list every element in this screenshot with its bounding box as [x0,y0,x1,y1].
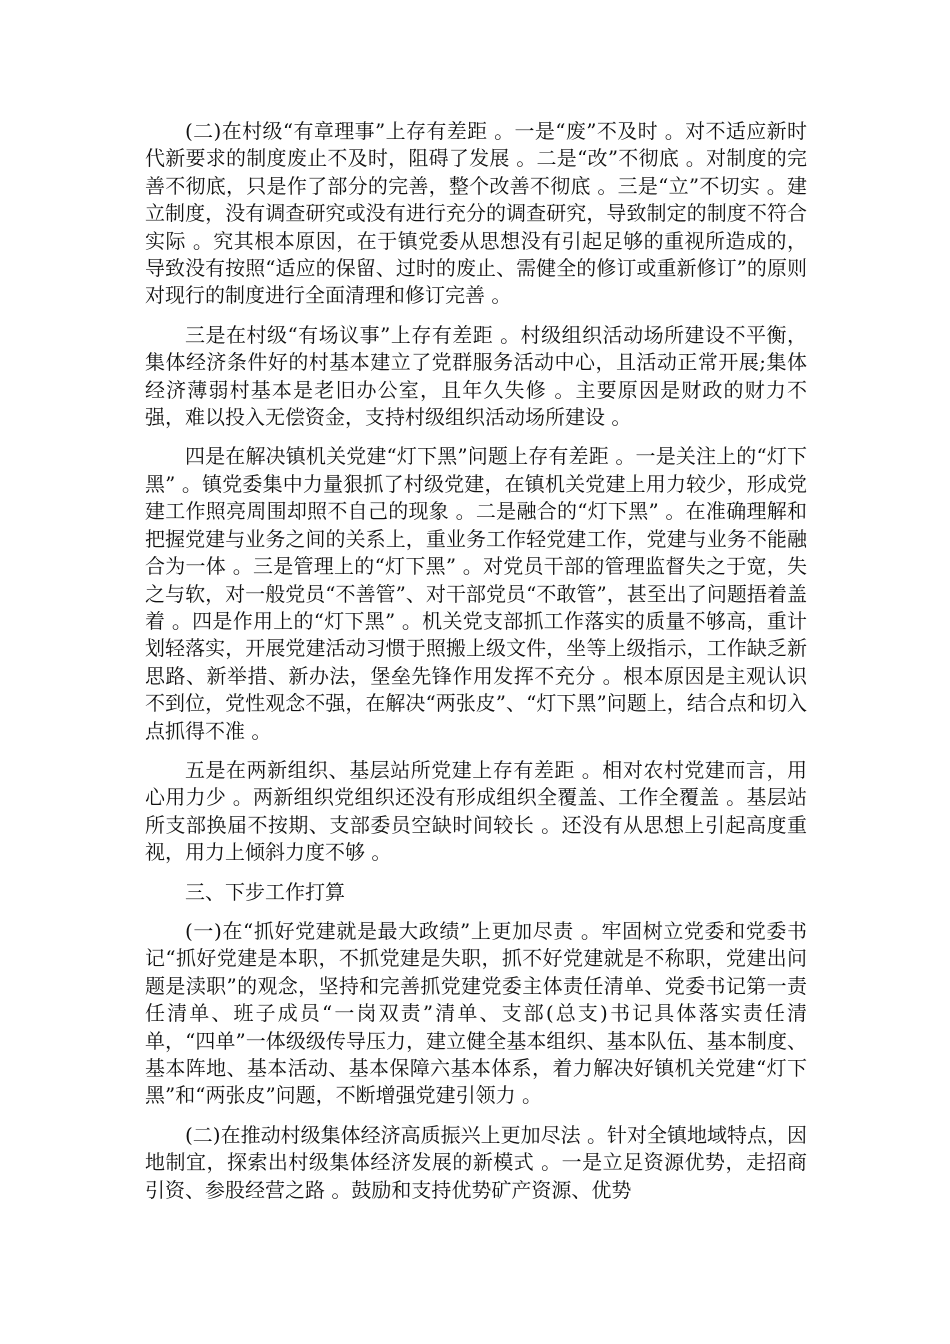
document-page [145,118,807,1216]
paragraph-party-building-blind-spot: 四是在解决镇机关党建“灯下黑”问题上存有差距 。一是关注上的“灯下黑” 。镇党委集中力量狠抓了村级党建，在镇机关党建上用力较少，形成党建工作照亮周围却照不自己的现象 。二是融合的“灯下黑” 。在准确理解和把握党建与业务之间的关系上，重业务工作轻党建工作，党建与业务不能融合为一体 。三是管理上的“灯下黑” 。对党员干部的管理监督失之于宽，失之与软，对一般党员“不善管”、对干部党员“不敢管”，甚至出了问题捂着盖着 。四是作用上的“灯下黑” 。机关党支部抓工作落实的质量不够高，重计划轻落实，开展党建活动习惯于照搬上级文件，坐等上级指示，工作缺乏新思路、新举措、新办法，堡垒先锋作用发挥不充分 。根本原因是主观认识不到位，党性观念不强，在解决“两张皮”、“灯下黑”问题上，结合点和切入点抓得不准 。 [145,444,807,743]
paragraph-party-responsibility: (一)在“抓好党建就是最大政绩”上更加尽责 。牢固树立党委和党委书记“抓好党建是本职，不抓党建是失职，抓不好党建就是不称职，党建出问题是渎职”的观念，坚持和完善抓党建党委主体责任清单、党委书记第一责任清单、班子成员“一岗双责”清单、支部(总支)书记具体落实责任清单，“四单”一体级级传导压力，建立健全基本组织、基本队伍、基本制度、基本阵地、基本活动、基本保障六基本体系，着力解决好镇机关党建“灯下黑”和“两张皮”问题，不断增强党建引领力 。 [145,918,807,1108]
paragraph-new-organizations-gap: 五是在两新组织、基层站所党建上存有差距 。相对农村党建而言，用心用力少 。两新组织党组织还没有形成组织全覆盖、工作全覆盖 。基层站所支部换届不按期、支部委员空缺时间较长 。还没有从思想上引起高度重视，用力上倾斜力度不够 。 [145,757,807,865]
paragraph-village-rules-gap: (二)在村级“有章理事”上存有差距 。一是“废”不及时 。对不适应新时代新要求的制度废止不及时，阻碍了发展 。二是“改”不彻底 。对制度的完善不彻底，只是作了部分的完善，整个改善不彻底 。三是“立”不切实 。建立制度，没有调查研究或没有进行充分的调查研究，导致制定的制度不符合实际 。究其根本原因，在于镇党委从思想没有引起足够的重视所造成的，导致没有按照“适应的保留、过时的废止、需健全的修订或重新修订”的原则对现行的制度进行全面清理和修订完善 。 [145,119,807,308]
paragraph-venue-gap: 三是在村级“有场议事”上存有差距 。村级组织活动场所建设不平衡，集体经济条件好的村基本建立了党群服务活动中心，且活动正常开展;集体经济薄弱村基本是老旧办公室，且年久失修 。主要原因是财政的财力不强，难以投入无偿资金，支持村级组织活动场所建设 。 [145,322,807,430]
section-heading-next-steps: 三、下步工作打算 [185,879,345,904]
paragraph-collective-economy: (二)在推动村级集体经济高质振兴上更加尽法 。针对全镇地域特点，因地制宜，探索出村级集体经济发展的新模式 。一是立足资源优势，走招商引资、参股经营之路 。鼓励和支持优势矿产资源、优势 [145,1122,807,1202]
